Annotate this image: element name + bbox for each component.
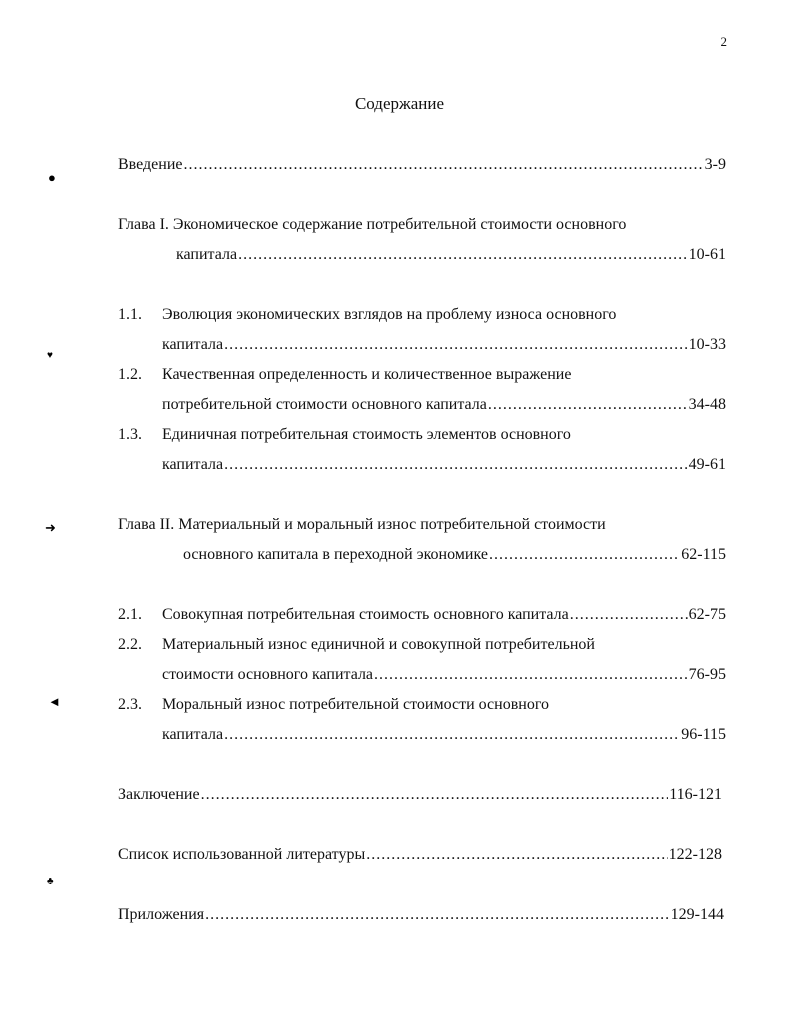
dot-leader xyxy=(184,155,704,175)
section-number: 2.3. xyxy=(118,696,142,713)
toc-entry-section-1-2 xyxy=(162,395,726,415)
toc-entry-section-2-1 xyxy=(118,605,726,625)
toc-section-1-2-line1 xyxy=(118,365,571,385)
toc-entry-appendix xyxy=(118,905,724,925)
toc-entry-section-1-3 xyxy=(162,455,726,475)
dot-leader xyxy=(374,665,688,685)
scan-mark: ♥ xyxy=(47,350,53,361)
scan-mark: ➜ xyxy=(45,520,56,535)
toc-entry-pages: 10-61 xyxy=(688,246,726,263)
toc-entry-pages: 62-115 xyxy=(681,546,726,563)
section-number: 1.3. xyxy=(118,426,142,443)
toc-entry-bibliography xyxy=(118,845,722,865)
toc-section-1-3-line1 xyxy=(118,425,571,445)
section-title: Эволюция экономических взглядов на проблему износа основного xyxy=(162,306,617,323)
toc-entry-label: Заключение xyxy=(118,786,200,803)
toc-entry-label: потребительной стоимости основного капитала xyxy=(162,396,487,413)
page-number: 2 xyxy=(720,34,727,49)
toc-entry-chapter2 xyxy=(183,545,726,565)
chapter1-title-line1: Глава I. Экономическое содержание потребительной стоимости основного xyxy=(118,216,627,233)
toc-entry-label: капитала xyxy=(162,336,224,353)
section-number: 1.2. xyxy=(118,366,142,383)
toc-entry-pages: 10-33 xyxy=(688,336,726,353)
scan-mark: ♣ xyxy=(47,876,54,887)
toc-section-2-2-line1 xyxy=(118,635,595,655)
dot-leader xyxy=(201,785,669,805)
section-title: Материальный износ единичной и совокупной потребительной xyxy=(162,636,595,653)
toc-entry-label: Совокупная потребительная стоимость основного капитала xyxy=(162,606,569,623)
section-title: Моральный износ потребительной стоимости основного xyxy=(162,696,549,713)
toc-entry-pages: 116-121 xyxy=(669,786,722,803)
toc-entry-label: капитала xyxy=(162,456,224,473)
page-title: Содержание xyxy=(354,94,445,113)
section-title: Единичная потребительная стоимость элементов основного xyxy=(162,426,571,443)
toc-entry-pages: 122-128 xyxy=(668,846,722,863)
dot-leader xyxy=(238,245,688,265)
toc-entry-label: Приложения xyxy=(118,906,205,923)
section-number: 2.2. xyxy=(118,636,142,653)
dot-leader xyxy=(224,335,688,355)
toc-entry-label: стоимости основного капитала xyxy=(162,666,374,683)
toc-entry-pages: 49-61 xyxy=(688,456,726,473)
dot-leader xyxy=(205,905,670,925)
toc-entry-intro xyxy=(118,155,726,175)
toc-entry-pages: 3-9 xyxy=(704,156,726,173)
section-title: Качественная определенность и количественное выражение xyxy=(162,366,572,383)
chapter2-title-line1: Глава II. Материальный и моральный износ потребительной стоимости xyxy=(118,516,606,533)
section-number: 2.1. xyxy=(118,606,142,623)
toc-entry-label: капитала xyxy=(176,246,238,263)
dot-leader xyxy=(366,845,667,865)
toc-entry-section-2-2 xyxy=(162,665,726,685)
scan-mark: ● xyxy=(48,170,56,185)
toc-entry-pages: 62-75 xyxy=(688,606,726,623)
dot-leader xyxy=(489,545,680,565)
dot-leader xyxy=(570,605,688,625)
toc-entry-pages: 129-144 xyxy=(670,906,724,923)
toc-entry-label: Список использованной литературы xyxy=(118,846,366,863)
toc-entry-pages: 34-48 xyxy=(688,396,726,413)
toc-entry-pages: 96-115 xyxy=(681,726,726,743)
dot-leader xyxy=(224,455,688,475)
toc-entry-chapter1 xyxy=(176,245,726,265)
toc-entry-section-2-3 xyxy=(162,725,726,745)
toc-entry-pages: 76-95 xyxy=(688,666,726,683)
toc-section-1-1-line1 xyxy=(118,305,616,325)
scan-mark: ◄ xyxy=(48,694,61,709)
toc-entry-label: основного капитала в переходной экономике xyxy=(183,546,488,563)
toc-entry-conclusion xyxy=(118,785,722,805)
toc-entry-label: Введение xyxy=(118,156,183,173)
toc-section-2-3-line1 xyxy=(118,695,549,715)
section-number: 1.1. xyxy=(118,306,142,323)
toc-entry-label: капитала xyxy=(162,726,224,743)
dot-leader xyxy=(488,395,688,415)
dot-leader xyxy=(224,725,680,745)
toc-entry-section-1-1 xyxy=(162,335,726,355)
